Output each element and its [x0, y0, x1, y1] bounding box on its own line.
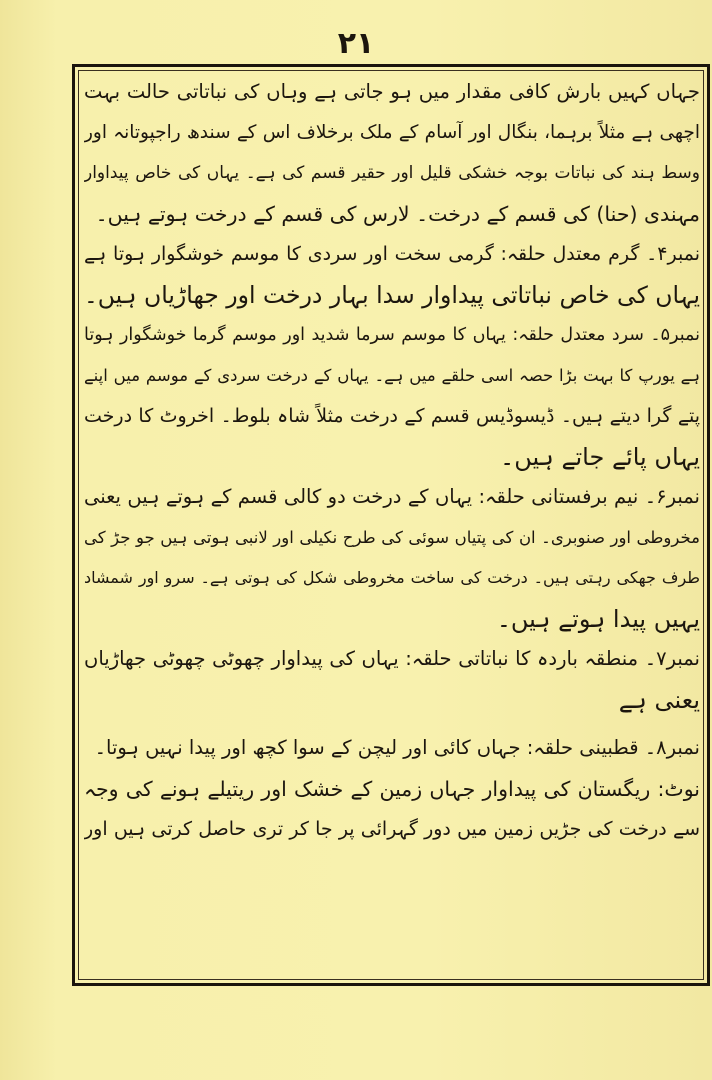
- text-line: پتے گرا دیتے ہیں۔ ڈیسوڈیس قسم کے درخت مثلاً شاہ بلوط۔ اخروٹ کا درخت: [84, 405, 700, 427]
- text-line: طرف جھکی رہتی ہیں۔ درخت کی ساخت مخروطی شکل کی ہوتی ہے۔ سرو اور شمشاد: [84, 568, 700, 587]
- text-line: مخروطی اور صنوبری۔ ان کی پتیاں سوئی کی طرح نکیلی اور لانبی ہوتی ہیں جو جڑ کی: [84, 527, 700, 547]
- body-text: [84, 72, 700, 850]
- text-line: سے درخت کی جڑیں زمین میں دور گہرائی پر جا کر تری حاصل کرتی ہیں اور: [84, 818, 700, 840]
- text-line: یہاں کی خاص نباتاتی پیداوار سدا بہار درخت اور جھاڑیاں ہیں۔: [84, 280, 700, 309]
- text-line: ہے یورپ کا بہت بڑا حصہ اسی حلقے میں ہے۔ یہاں کے درخت سردی کے موسم میں اپنے: [84, 365, 700, 385]
- text-line: نوٹ: ریگستان کی پیداوار جہاں زمین کے خشک اور ریتیلے ہونے کی وجہ: [84, 776, 700, 801]
- text-line: یہیں پیدا ہوتے ہیں۔: [496, 604, 700, 633]
- text-line: جہاں کہیں بارش کافی مقدار میں ہو جاتی ہے وہاں کی نباتاتی حالت بہت: [84, 80, 700, 103]
- text-line: یعنی ہے: [618, 685, 700, 714]
- text-line: وسط ہند کی نباتات بوجہ خشکی قلیل اور حقیر قسم کی ہے۔ یہاں کی خاص پیداوار: [84, 163, 700, 183]
- text-line: نمبر۶۔ نیم برفستانی حلقہ: یہاں کے درخت دو کالی قسم کے ہوتے ہیں یعنی: [84, 485, 700, 508]
- text-line: نمبر۷۔ منطقہ باردہ کا نباتاتی حلقہ: یہاں کی پیداوار چھوٹی چھوٹی جھاڑیاں: [84, 647, 700, 670]
- text-line: یہاں پائے جاتے ہیں۔: [500, 442, 700, 471]
- text-line: اچھی ہے مثلاً برہما، بنگال اور آسام کے ملک برخلاف اس کے سندھ راجپوتانہ اور: [84, 121, 700, 143]
- paragraph-gap: [84, 720, 700, 728]
- text-line: نمبر۵۔ سرد معتدل حلقہ: یہاں کا موسم سرما شدید اور موسم گرما خوشگوار ہوتا: [84, 325, 700, 345]
- text-line: مہندی (حنا) کی قسم کے درخت۔ لارس کی قسم کے درخت ہوتے ہیں۔: [95, 201, 700, 226]
- text-line: نمبر۸۔ قطبینی حلقہ: جہاں کائی اور لیچن کے سوا کچھ اور پیدا نہیں ہوتا۔: [94, 736, 700, 759]
- text-line: نمبر۴۔ گرم معتدل حلقہ: گرمی سخت اور سردی کا موسم خوشگوار ہوتا ہے: [84, 243, 700, 265]
- page-number: ۲۱: [337, 26, 375, 61]
